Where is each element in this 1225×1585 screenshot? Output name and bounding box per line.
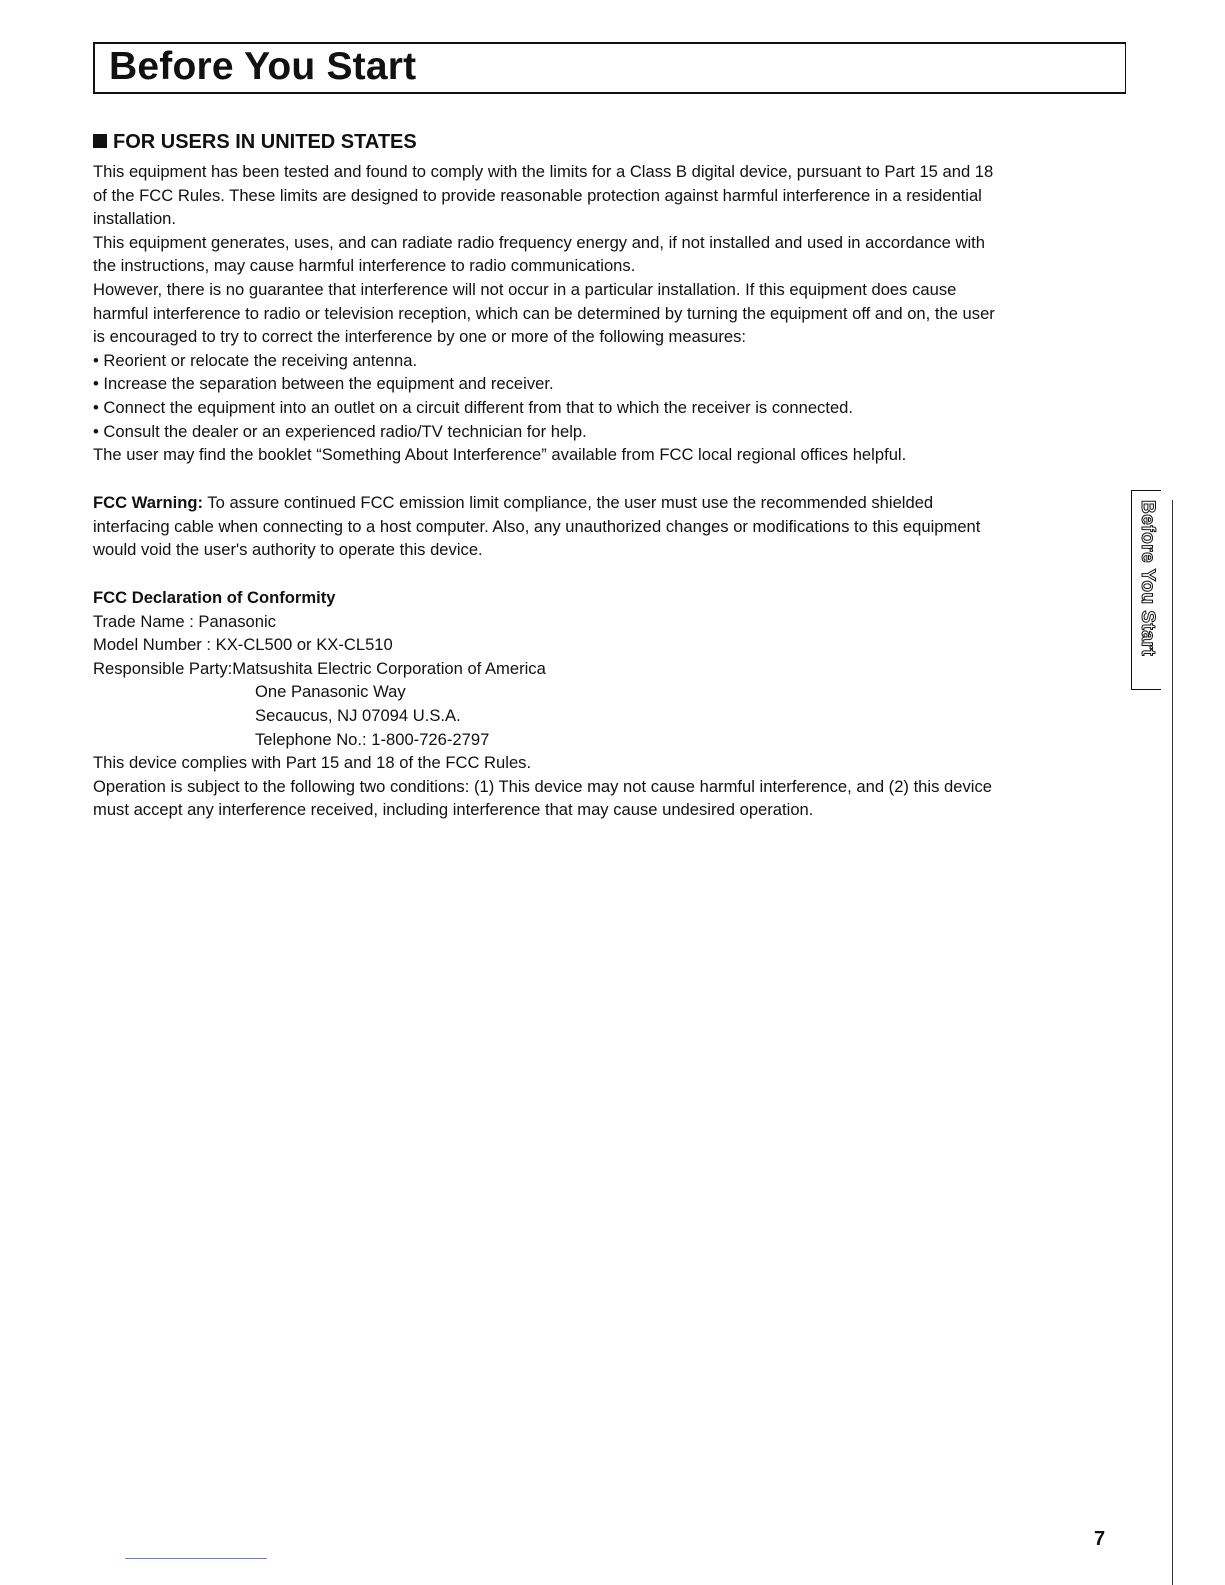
footer-line [125, 1558, 267, 1559]
address-line: Secaucus, NJ 07094 U.S.A. [255, 705, 461, 725]
text-line: Operation is subject to the following two conditions: (1) This device may not cause harmful interference, and (2) this device [93, 776, 992, 796]
text-line: To assure continued FCC emission limit compliance, the user must use the recommended shielded [203, 493, 934, 512]
text-line: interfacing cable when connecting to a host computer. Also, any unauthorized changes or modifications to this equipment [93, 516, 981, 536]
telephone: Telephone No.: 1-800-726-2797 [255, 729, 490, 749]
fcc-declaration [93, 586, 1133, 822]
text-line: This device complies with Part 15 and 18 of the FCC Rules. [93, 753, 532, 773]
side-tab-label: Before You Start [1137, 500, 1158, 657]
section-heading-text: FOR USERS IN UNITED STATES [113, 131, 417, 153]
bullet-item: • Consult the dealer or an experienced radio/TV technician for help. [93, 421, 587, 441]
text-line: harmful interference to radio or television reception, which can be determined by turning the equipment off and on, the user [93, 303, 995, 323]
text-line: This equipment generates, uses, and can radiate radio frequency energy and, if not installed and used in accordance with [93, 232, 986, 252]
trade-name: Trade Name : Panasonic [93, 611, 276, 631]
text-line: installation. [93, 209, 177, 229]
fcc-warning [93, 491, 1133, 562]
intro-text [93, 160, 1133, 467]
text-line: would void the user's authority to operate this device. [93, 540, 483, 560]
page-number: 7 [1094, 1528, 1106, 1550]
responsible-party: Responsible Party:Matsushita Electric Corporation of America [93, 658, 546, 678]
title-box [93, 42, 1126, 94]
model-number: Model Number : KX-CL500 or KX-CL510 [93, 635, 393, 655]
section-heading [93, 131, 417, 154]
text-line: the instructions, may cause harmful interference to radio communications. [93, 256, 636, 276]
page-title: Before You Start [109, 45, 417, 88]
text-line: The user may find the booklet “Something About Interference” available from FCC local regional offices helpful. [93, 445, 907, 465]
text-line: This equipment has been tested and found to comply with the limits for a Class B digital device, pursuant to Part 15 and 18 [93, 162, 994, 181]
warning-label: FCC Warning: [93, 493, 203, 512]
text-line: must accept any interference received, including interference that may cause undesired operation. [93, 800, 814, 820]
bullet-item: • Increase the separation between the equipment and receiver. [93, 374, 554, 394]
text-line: of the FCC Rules. These limits are designed to provide reasonable protection against harmful interference in a residential [93, 185, 982, 205]
margin-rule [1172, 500, 1173, 1585]
declaration-heading: FCC Declaration of Conformity [93, 588, 336, 607]
text-line: is encouraged to try to correct the interference by one or more of the following measures: [93, 327, 747, 347]
bullet-item: • Connect the equipment into an outlet on a circuit different from that to which the receiver is connected. [93, 397, 854, 417]
square-bullet-icon [93, 134, 107, 148]
text-line: However, there is no guarantee that interference will not occur in a particular installation. If this equipment does cause [93, 279, 957, 299]
address-line: One Panasonic Way [255, 682, 406, 702]
bullet-item: • Reorient or relocate the receiving antenna. [93, 350, 418, 370]
